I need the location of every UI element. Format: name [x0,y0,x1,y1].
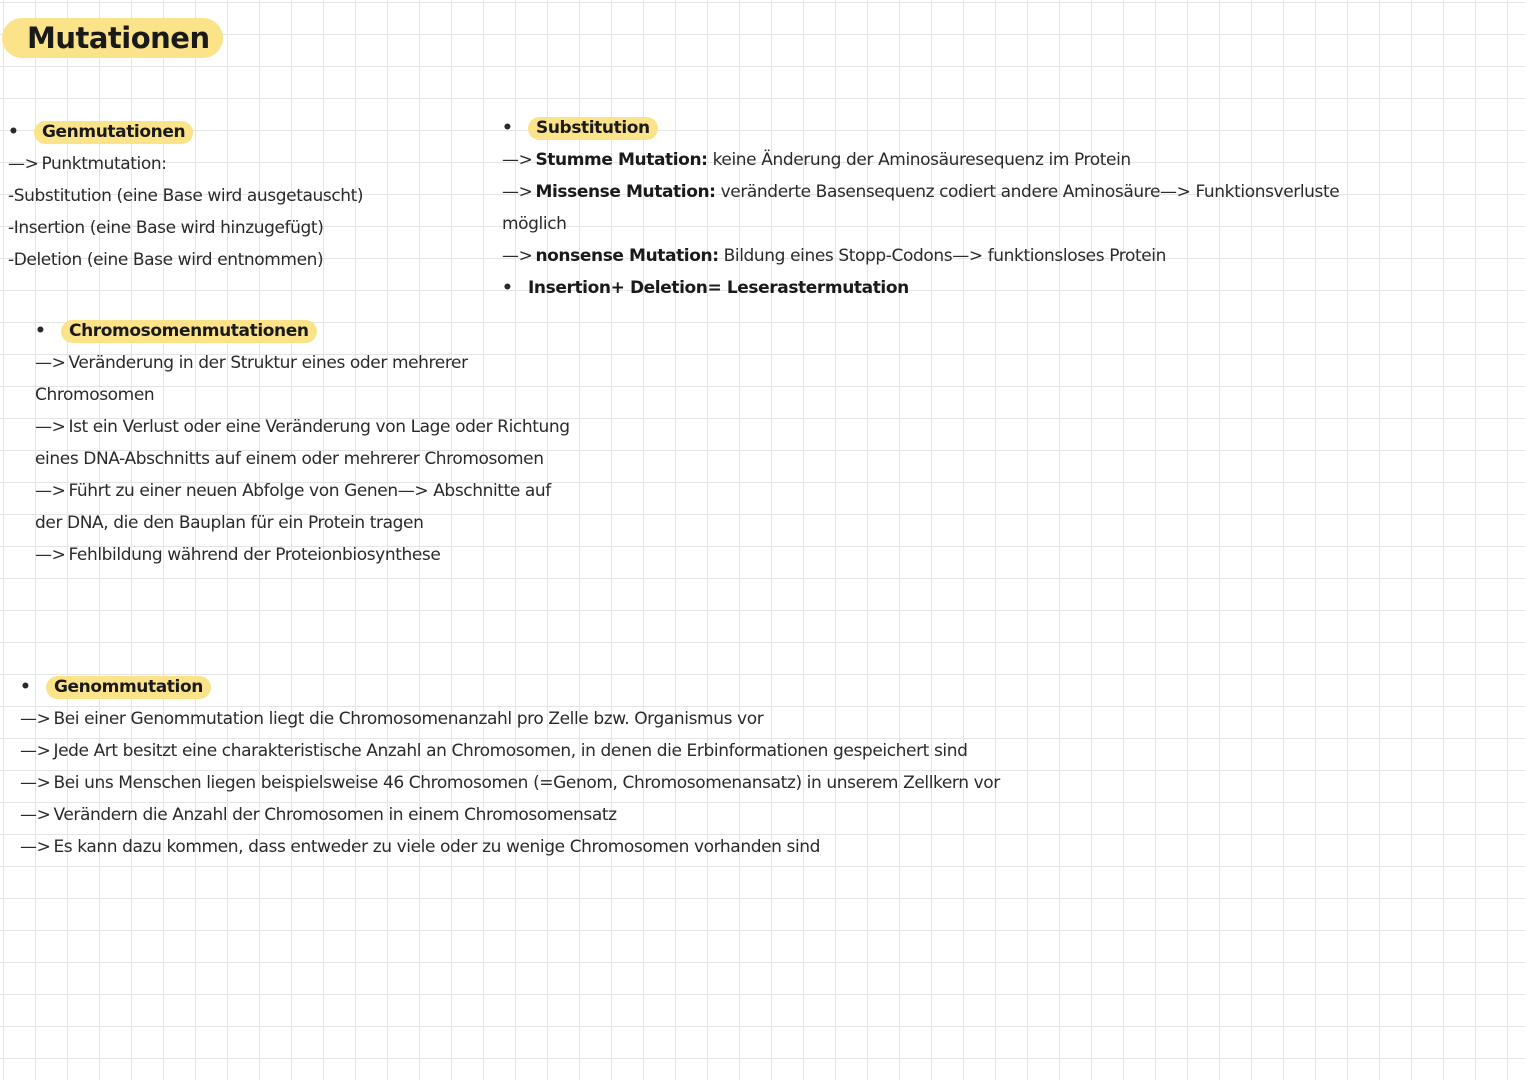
stumme-mutation-line: —> Stumme Mutation: keine Änderung der Aminosäuresequenz im Protein [502,144,1502,176]
bullet-icon: • [35,321,46,341]
list-item: —> Bei uns Menschen liegen beispielsweise 46 Chromosomen (=Genom, Chromosomenansatz) in unserem Zellkern vor [20,767,1020,799]
arrow-icon: —> [397,481,429,501]
list-item: -Deletion (eine Base wird entnommen) [8,250,324,270]
chromosomenmutationen-section [35,315,575,571]
arrow-icon: —> [502,246,533,266]
substitution-section [502,112,1502,304]
arrow-icon: —> [35,353,66,373]
genmutationen-section [8,116,488,276]
missense-continuation: möglich [502,214,567,234]
list-item: -Substitution (eine Base wird ausgetauscht) [8,186,364,206]
arrow-icon: —> [502,150,533,170]
arrow-icon: —> [8,154,39,174]
genommutation-heading: Genommutation [46,676,211,699]
arrow-icon: —> [20,837,51,857]
nonsense-mutation-label: nonsense Mutation: [535,246,719,266]
arrow-icon: —> [952,246,983,266]
leserastermutation-line: • Insertion+ Deletion= Leserastermutation [502,272,1502,304]
list-item: —> Verändern die Anzahl der Chromosomen in einem Chromosomensatz [20,799,1020,831]
bullet-icon: • [20,677,31,697]
bullet-icon: • [502,118,513,138]
arrow-icon: —> [20,741,51,761]
list-item: —> Es kann dazu kommen, dass entweder zu viele oder zu wenige Chromosomen vorhanden sind [20,831,1020,863]
nonsense-mutation-line: —> nonsense Mutation: Bildung eines Stopp-Codons—> funktionsloses Protein [502,240,1502,272]
list-item: —> Veränderung in der Struktur eines oder mehrerer [35,347,575,379]
list-item: eines DNA-Abschnitts auf einem oder mehrerer Chromosomen [35,449,544,469]
list-item: —> Ist ein Verlust oder eine Veränderung von Lage oder Richtung [35,411,575,443]
arrow-icon: —> [35,545,66,565]
punktmutation-line: —> Punktmutation: [8,148,488,180]
list-item: —> Bei einer Genommutation liegt die Chromosomenanzahl pro Zelle bzw. Organismus vor [20,703,1020,735]
stumme-mutation-label: Stumme Mutation: [535,150,708,170]
genmutationen-heading: Genmutationen [34,121,193,144]
list-item: Chromosomen [35,385,155,405]
arrow-icon: —> [502,182,533,202]
list-item: —> Jede Art besitzt eine charakteristische Anzahl an Chromosomen, in denen die Erbinformationen gespeichert sind [20,735,1020,767]
list-item: -Insertion (eine Base wird hinzugefügt) [8,218,324,238]
chromosomenmutationen-heading: Chromosomenmutationen [61,320,317,343]
genommutation-section [20,671,1020,863]
arrow-icon: —> [1160,182,1191,202]
arrow-icon: —> [35,481,66,501]
arrow-icon: —> [35,417,66,437]
bullet-icon: • [502,278,513,298]
arrow-icon: —> [20,773,51,793]
page-title: Mutationen [2,18,223,58]
list-item: der DNA, die den Bauplan für ein Protein tragen [35,513,424,533]
missense-mutation-line: —> Missense Mutation: veränderte Basensequenz codiert andere Aminosäure—> Funktionsverluste [502,176,1502,208]
list-item: —> Führt zu einer neuen Abfolge von Genen—> Abschnitte auf [35,475,575,507]
list-item: —> Fehlbildung während der Proteionbiosynthese [35,539,575,571]
bullet-icon: • [8,122,19,142]
substitution-heading: Substitution [528,117,658,140]
missense-mutation-label: Missense Mutation: [535,182,716,202]
arrow-icon: —> [20,709,51,729]
arrow-icon: —> [20,805,51,825]
